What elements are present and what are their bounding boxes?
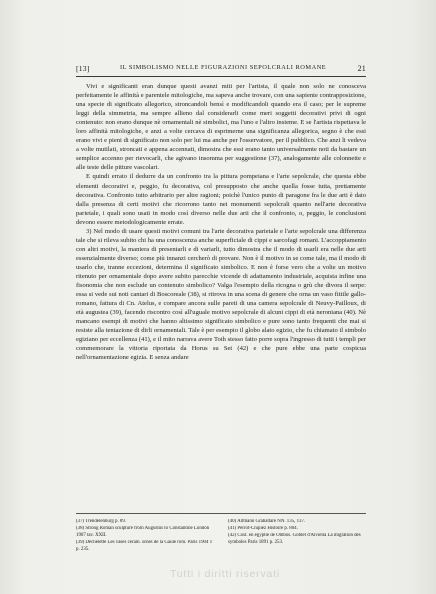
footnote: (41) Perrot-Chipiez Histoire p. 804. bbox=[228, 525, 298, 531]
paragraph: 3) Nel modo di usare questi motivi comuni tra l'arte decorativa parietale e l'arte sepolcrale una differenza tale che si rileva subito chi ha una conoscenza anche superficiale di cippi e sarcofagi romani. L'accoppiamento con altri motivi, la maniera di presentarli e di variarli, tutto dimostra che il modo di usarli era nelle due arti essenzialmente diverso; come più innanzi cercherò di provare. Non è il motivo in se come tale, ma il modo di usarlo che, tranne eccezioni, determina il significato simbolico. E non è forse vero che a volte un motivo ritenuto per ornamentale dopo avere subito parecchie vicende di adattamento industriale, acquista infine una fisonomia che non esclude un contenuto simbolico? Valga l'esempio della ricogna o grù che divora il serpe: essa si vede sui noti cantari di Boscoreale (38), si ritrova in una scena di genere che orna un vaso fittile gallo-romano, fattura di Cn. Atelus, e compare ancora sulle pareti di una camera sepolcrale di Neuvy-Pailloux, di età augustea (39), facendo riscontro così all'uguale motivo sepolcrale di alcuni cippi di età neroniana (40). Nè mancano esempi di motivi che hanno altissimo significato simbolico e pure sono tanto frequenti che mai si resiste alla tentazione di dirli ornamentali. Tale è per esempio il globo alato egizio, che fu chiamato il simbolo egiziano per eccellenza (41), e il mito narrava avere Toth stesso fatto porre sopra l'ingresso di tutti i templi per commemorare la vittoria riportata da Horus su Set (42) e che pure ebbe una parte cospicua nell'ornamentazione egizia. E senza andare bbox=[76, 227, 366, 362]
footnote: (39) Dechelette Les vases ceram. ornés de la Gaule rom. Paris 1904 T p. 235. bbox=[76, 539, 213, 552]
footnotes-left-column bbox=[76, 519, 216, 554]
footnote: (40) Altmann Grabaltäre NN. 135, 137. bbox=[228, 519, 306, 524]
page-reference: [13] bbox=[76, 64, 90, 73]
paragraph: E quindi errato il dedurre da un confronto tra la pittura pompeiana e l'arte sepolcrale, che questa ebbe elementi decorativi e, peggio, fu decorativa, col presupposto che anche quella fosse tutta, prettamente decorativa. Confronto tutto arbitrario per altre ragioni; poichè l'unico punto di paragone fra le due arti è dato dalla presenza di certi motivi che ricorrono tanto nei monumenti sepolcrali quanto nell'arte decorativa parietale, i quali sono usati in modo così diverso nelle due arti che il confronto, o, peggio, le conclusioni devono essere metodologicamente errate. bbox=[76, 173, 366, 226]
running-title: IL SIMBOLISMO NELLE FIGURAZIONI SEPOLCRALI ROMANE bbox=[120, 64, 327, 71]
footnote: (42) Cost. en egyptie de Ombos. Goblet d'Alviella La migration des symboles Paris 1891 p. 253. bbox=[228, 532, 361, 545]
footnote-rule bbox=[76, 513, 366, 514]
footnotes bbox=[76, 519, 366, 563]
page-number: 21 bbox=[357, 64, 366, 73]
footnotes-right-column bbox=[228, 519, 368, 547]
footnote: (38) Strong Roman sculpture from Augustus to Constantine London 1907 tav. XXII. bbox=[76, 525, 210, 538]
body-text bbox=[76, 82, 366, 362]
running-header bbox=[76, 64, 366, 76]
header-rule bbox=[76, 76, 366, 77]
paragraph: Vivi e significanti eran dunque questi avanzi miti per l'artista, il quale non solo ne conosceva perfettamente le affinità e parentele mitologiche, ma sapeva anche trovare, con una sapiente contrapposizione, una specie di significato allegorico, stroncandoli bensì e modificandoli quando era il caso; per le supreme leggi della simmetria, ma sempre allieno dal considerarli come meri soggetti decorativi privi di ogni contenuto: non erano dunque nè ornamentali nè simbolici, ma l'uno e l'altro insieme. E se l'artista rispettava le loro affinità mitologiche, e anzi a volte cercava di esprimerne una significanza allegorica, segno è che essi erano vivi e pieni di significato non solo per lui ma anche per l'osservatore, per il pubblico. Che anzi li vedeva a volte mutilati, stroncati e appena accennati, dimostra che essi erano tanto universalmente noti da bastare un semplice accenno per rievocarli, che agivano insomma per suggestione (37), analogamente alle colonnette e alle teste delle pitture vascolari. bbox=[76, 83, 366, 172]
watermark: Tutti i diritti riservati bbox=[169, 568, 281, 580]
footnote: (37) Trendelenburg p. 89. bbox=[76, 519, 127, 524]
